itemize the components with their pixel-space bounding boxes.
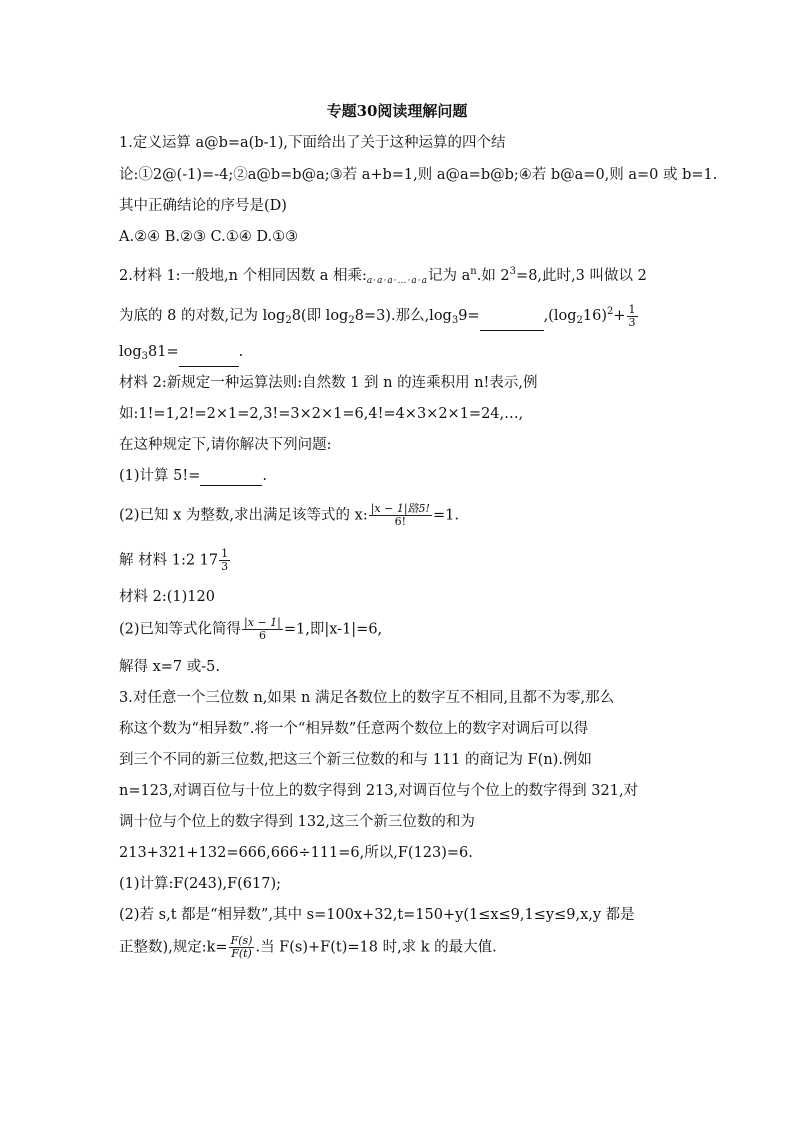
answer-blank-3[interactable]: [200, 471, 262, 486]
q2-l2a: 为底的 8 的对数,记为 log: [119, 308, 286, 324]
q2-l7b: .: [262, 468, 267, 484]
answer-blank-1[interactable]: [480, 316, 544, 331]
q2-l2c: 8=3).那么,log: [354, 308, 452, 324]
q2-l1a: 2.材料 1:一般地,n 个相同因数 a 相乘:: [119, 268, 367, 284]
q2-l3a: log: [119, 344, 142, 360]
q2-l2sub4: 2: [576, 315, 583, 326]
q2-line-4: 材料 2:新规定一种运算法则:自然数 1 到 n 的连乘积用 n!表示,例: [119, 375, 538, 391]
q2-l2b: 8(即 log: [291, 308, 349, 324]
q2-l7a: (1)计算 5!=: [119, 468, 201, 484]
q3-line-4: n=123,对调百位与十位上的数字得到 213,对调百位与个位上的数字得到 321,对: [119, 783, 639, 799]
q3-line-3: 到三个不同的新三位数,把这三个新三位数的和与 111 的商记为 F(n).例如: [119, 752, 592, 768]
a2-l3a: (2)已知等式化简得: [119, 621, 242, 638]
q2-line-3: [119, 342, 243, 367]
q3-l9a: 正整数),规定:k=: [119, 939, 228, 956]
q3-line-6: 213+321+132=666,666÷111=6,所以,F(123)=6.: [119, 845, 473, 861]
q2-l1d: .如 2: [476, 268, 510, 284]
q2-line-1: [119, 262, 647, 291]
k-fraction: [229, 935, 255, 960]
q3-line-9: [119, 935, 497, 960]
a2-line-2: 材料 2:(1)120: [119, 589, 215, 605]
q2-l1sup: n: [470, 266, 477, 277]
q2-l3c: .: [238, 344, 244, 360]
fraction-denominator: 6: [258, 629, 266, 642]
q2-l1e: =8,此时,3 叫做以 2: [516, 268, 647, 284]
q2-l1c: 记为 a: [428, 268, 471, 284]
a2-line-3: [119, 617, 382, 642]
q3-line-5: 调十位与个位上的数字得到 132,这三个新三位数的和为: [119, 814, 475, 830]
fraction-numerator: |x − 1|: [244, 616, 281, 629]
q1-line-1: 1.定义运算 a@b=a(b-1),下面给出了关于这种运算的四个结: [119, 135, 506, 151]
q2-l2sub3: 3: [451, 315, 459, 326]
fraction-denominator: 3: [628, 315, 636, 329]
q2-product-expression: a·a·a·…·a·a: [366, 276, 428, 286]
a2-l1a: 解 材料 1:2 17: [119, 552, 219, 569]
fraction-numerator: 1: [221, 547, 229, 560]
q2-l2sup: 2: [606, 306, 614, 317]
fraction-denominator: 6!: [394, 515, 407, 528]
q2-line-8: [119, 503, 459, 528]
q2-line-5: 如:1!=1,2!=2×1=2,3!=3×2×1=6,4!=4×3×2×1=24,…,: [119, 406, 524, 422]
fraction-numerator: |x − 1|路5!: [370, 502, 430, 515]
q2-l3sub: 3: [141, 351, 149, 362]
q2-l2f: 16): [582, 308, 607, 324]
q2-l2sub: 2: [285, 315, 292, 326]
q2-l2e: ,(log: [543, 308, 577, 324]
fraction-one-third: [219, 548, 230, 573]
fraction-numerator: 1: [628, 302, 636, 316]
a2-line-4: 解得 x=7 或-5.: [119, 659, 221, 675]
simplified-fraction: [242, 617, 283, 642]
q2-l2d: 9=: [458, 308, 480, 324]
q2-l1sup2: 3: [509, 266, 517, 277]
q2-line-6: 在这种规定下,请你解决下列问题:: [119, 437, 332, 453]
q1-line-3: 其中正确结论的序号是(D): [119, 198, 287, 214]
a2-line-1: [119, 548, 231, 573]
q2-line-7: [119, 466, 267, 486]
q2-line-2: [119, 302, 639, 331]
q3-line-8: (2)若 s,t 都是“相异数”,其中 s=100x+32,t=150+y(1≤x≤9,1≤y≤9,x,y 都是: [119, 907, 635, 923]
q2-l8a: (2)已知 x 为整数,求出满足该等式的 x:: [119, 507, 368, 524]
a2-l3b: =1,即|x-1|=6,: [283, 621, 383, 638]
q2-l2sub2: 2: [348, 315, 355, 326]
fraction-numerator: F(s): [230, 934, 253, 947]
page-title: 专题30阅读理解问题: [326, 102, 468, 120]
equation-fraction: [369, 503, 432, 528]
q3-line-2: 称这个数为“相异数”.将一个“相异数”任意两个数位上的数字对调后可以得: [119, 721, 589, 737]
answer-blank-2[interactable]: [179, 352, 239, 367]
q2-l2g: +: [613, 308, 626, 324]
q3-line-7: (1)计算:F(243),F(617);: [119, 876, 282, 892]
q2-l3b: 81=: [148, 344, 179, 360]
fraction-one-third: [627, 304, 638, 329]
q3-line-1: 3.对任意一个三位数 n,如果 n 满足各数位上的数字互不相同,且都不为零,那么: [119, 690, 615, 706]
q1-options: A.②④ B.②③ C.①④ D.①③: [119, 229, 299, 245]
fraction-denominator: F(t): [231, 947, 252, 960]
q2-l8b: =1.: [432, 507, 459, 524]
q3-l9b: .当 F(s)+F(t)=18 时,求 k 的最大值.: [255, 939, 497, 956]
q1-line-2: 论:①2@(-1)=-4;②a@b=b@a;③若 a+b=1,则 a@a=b@b;④若 b@a=0,则 a=0 或 b=1.: [119, 167, 718, 183]
fraction-denominator: 3: [221, 560, 229, 573]
